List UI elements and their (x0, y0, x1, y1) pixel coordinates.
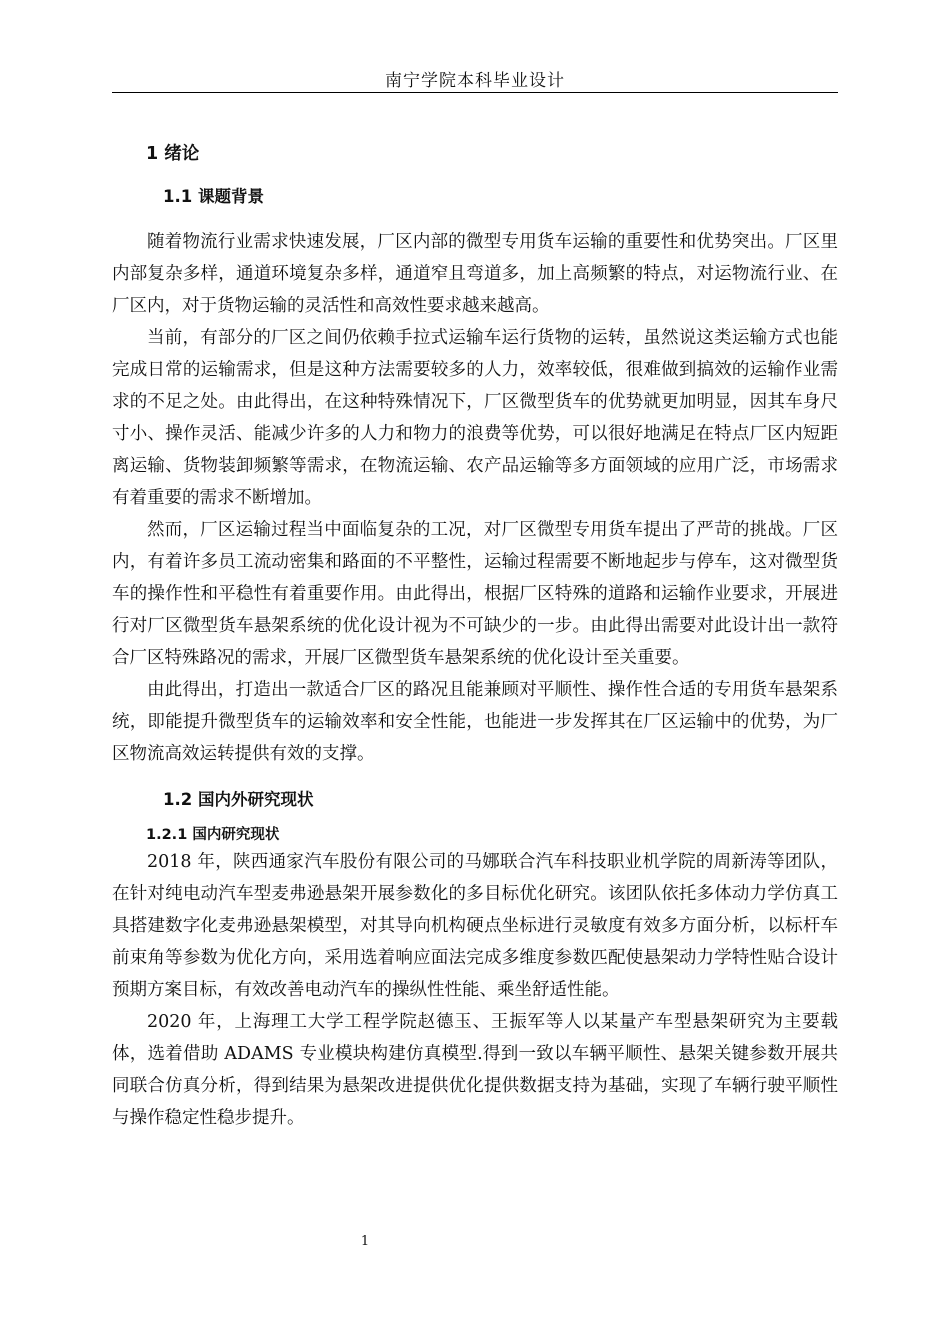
paragraph: 随着物流行业需求快速发展，厂区内部的微型专用货车运输的重要性和优势突出。厂区里内部复杂多样，通道环境复杂多样，通道窄且弯道多，加上高频繁的特点，对运物流行业、在厂区内，对于货物运输的灵活性和高效性要求越来越高。 (112, 232, 838, 316)
spacer (112, 207, 838, 226)
paragraph: 由此得出，打造出一款适合厂区的路况且能兼顾对平顺性、操作性合适的专用货车悬架系统，即能提升微型货车的运输效率和安全性能，也能进一步发挥其在厂区运输中的优势，为厂区物流高效运转提供有效的支撑。 (112, 680, 838, 764)
subsection-heading-1-2-1: 1.2.1 国内研究现状 (146, 827, 280, 843)
spacer (112, 770, 838, 790)
paragraph: 2020 年，上海理工大学工程学院赵德玉、王振军等人以某量产车型悬架研究为主要载体，选着借助 ADAMS 专业模块构建仿真模型.得到一致以车辆平顺性、悬架关键参数开展共同联合仿真分析，得到结果为悬架改进提供优化提供数据支持为基础，实现了车辆行驶平顺性与操作稳定性稳步提升。 (112, 1012, 838, 1128)
chapter-heading: 1 绪论 (146, 144, 200, 164)
spacer (112, 810, 838, 826)
document-body (112, 136, 838, 1134)
paragraph: 当前，有部分的厂区之间仍依赖手拉式运输车运行货物的运转，虽然说这类运输方式也能完成日常的运输需求，但是这种方法需要较多的人力，效率较低，很难做到搞效的运输作业需求的不足之处。由此得出，在这种特殊情况下，厂区微型货车的优势就更加明显，因其车身尺寸小、操作灵活、能减少许多的人力和物力的浪费等优势，可以很好地满足在特点厂区内短距离运输、货物装卸频繁等需求，在物流运输、农产品运输等多方面领域的应用广泛，市场需求有着重要的需求不断增加。 (112, 328, 838, 508)
section-heading-1-2: 1.2 国内外研究现状 (163, 790, 314, 809)
paragraph: 2018 年，陕西通家汽车股份有限公司的马娜联合汽车科技职业机学院的周新涛等团队，在针对纯电动汽车型麦弗逊悬架开展参数化的多目标优化研究。该团队依托多体动力学仿真工具搭建数字化麦弗逊悬架模型，对其导向机构硬点坐标进行灵敏度有效多方面分析，以标杆车前束角等参数为优化方向，采用选着响应面法完成多维度参数匹配使悬架动力学特性贴合设计预期方案目标，有效改善电动汽车的操纵性性能、乘坐舒适性能。 (112, 852, 838, 1000)
spacer (112, 164, 838, 187)
header-divider (112, 92, 838, 93)
page-number: 1 (360, 1234, 370, 1249)
page-header-title: 南宁学院本科毕业设计 (385, 71, 565, 91)
section-heading-1-1: 1.1 课题背景 (163, 187, 264, 206)
paragraph: 然而，厂区运输过程当中面临复杂的工况，对厂区微型专用货车提出了严苛的挑战。厂区内，有着许多员工流动密集和路面的不平整性，运输过程需要不断地起步与停车，这对微型货车的操作性和平稳性有着重要作用。由此得出，根据厂区特殊的道路和运输作业要求，开展进行对厂区微型货车悬架系统的优化设计视为不可缺少的一步。由此得出需要对此设计出一款符合厂区特殊路况的需求，开展厂区微型货车悬架系统的优化设计至关重要。 (112, 520, 838, 668)
